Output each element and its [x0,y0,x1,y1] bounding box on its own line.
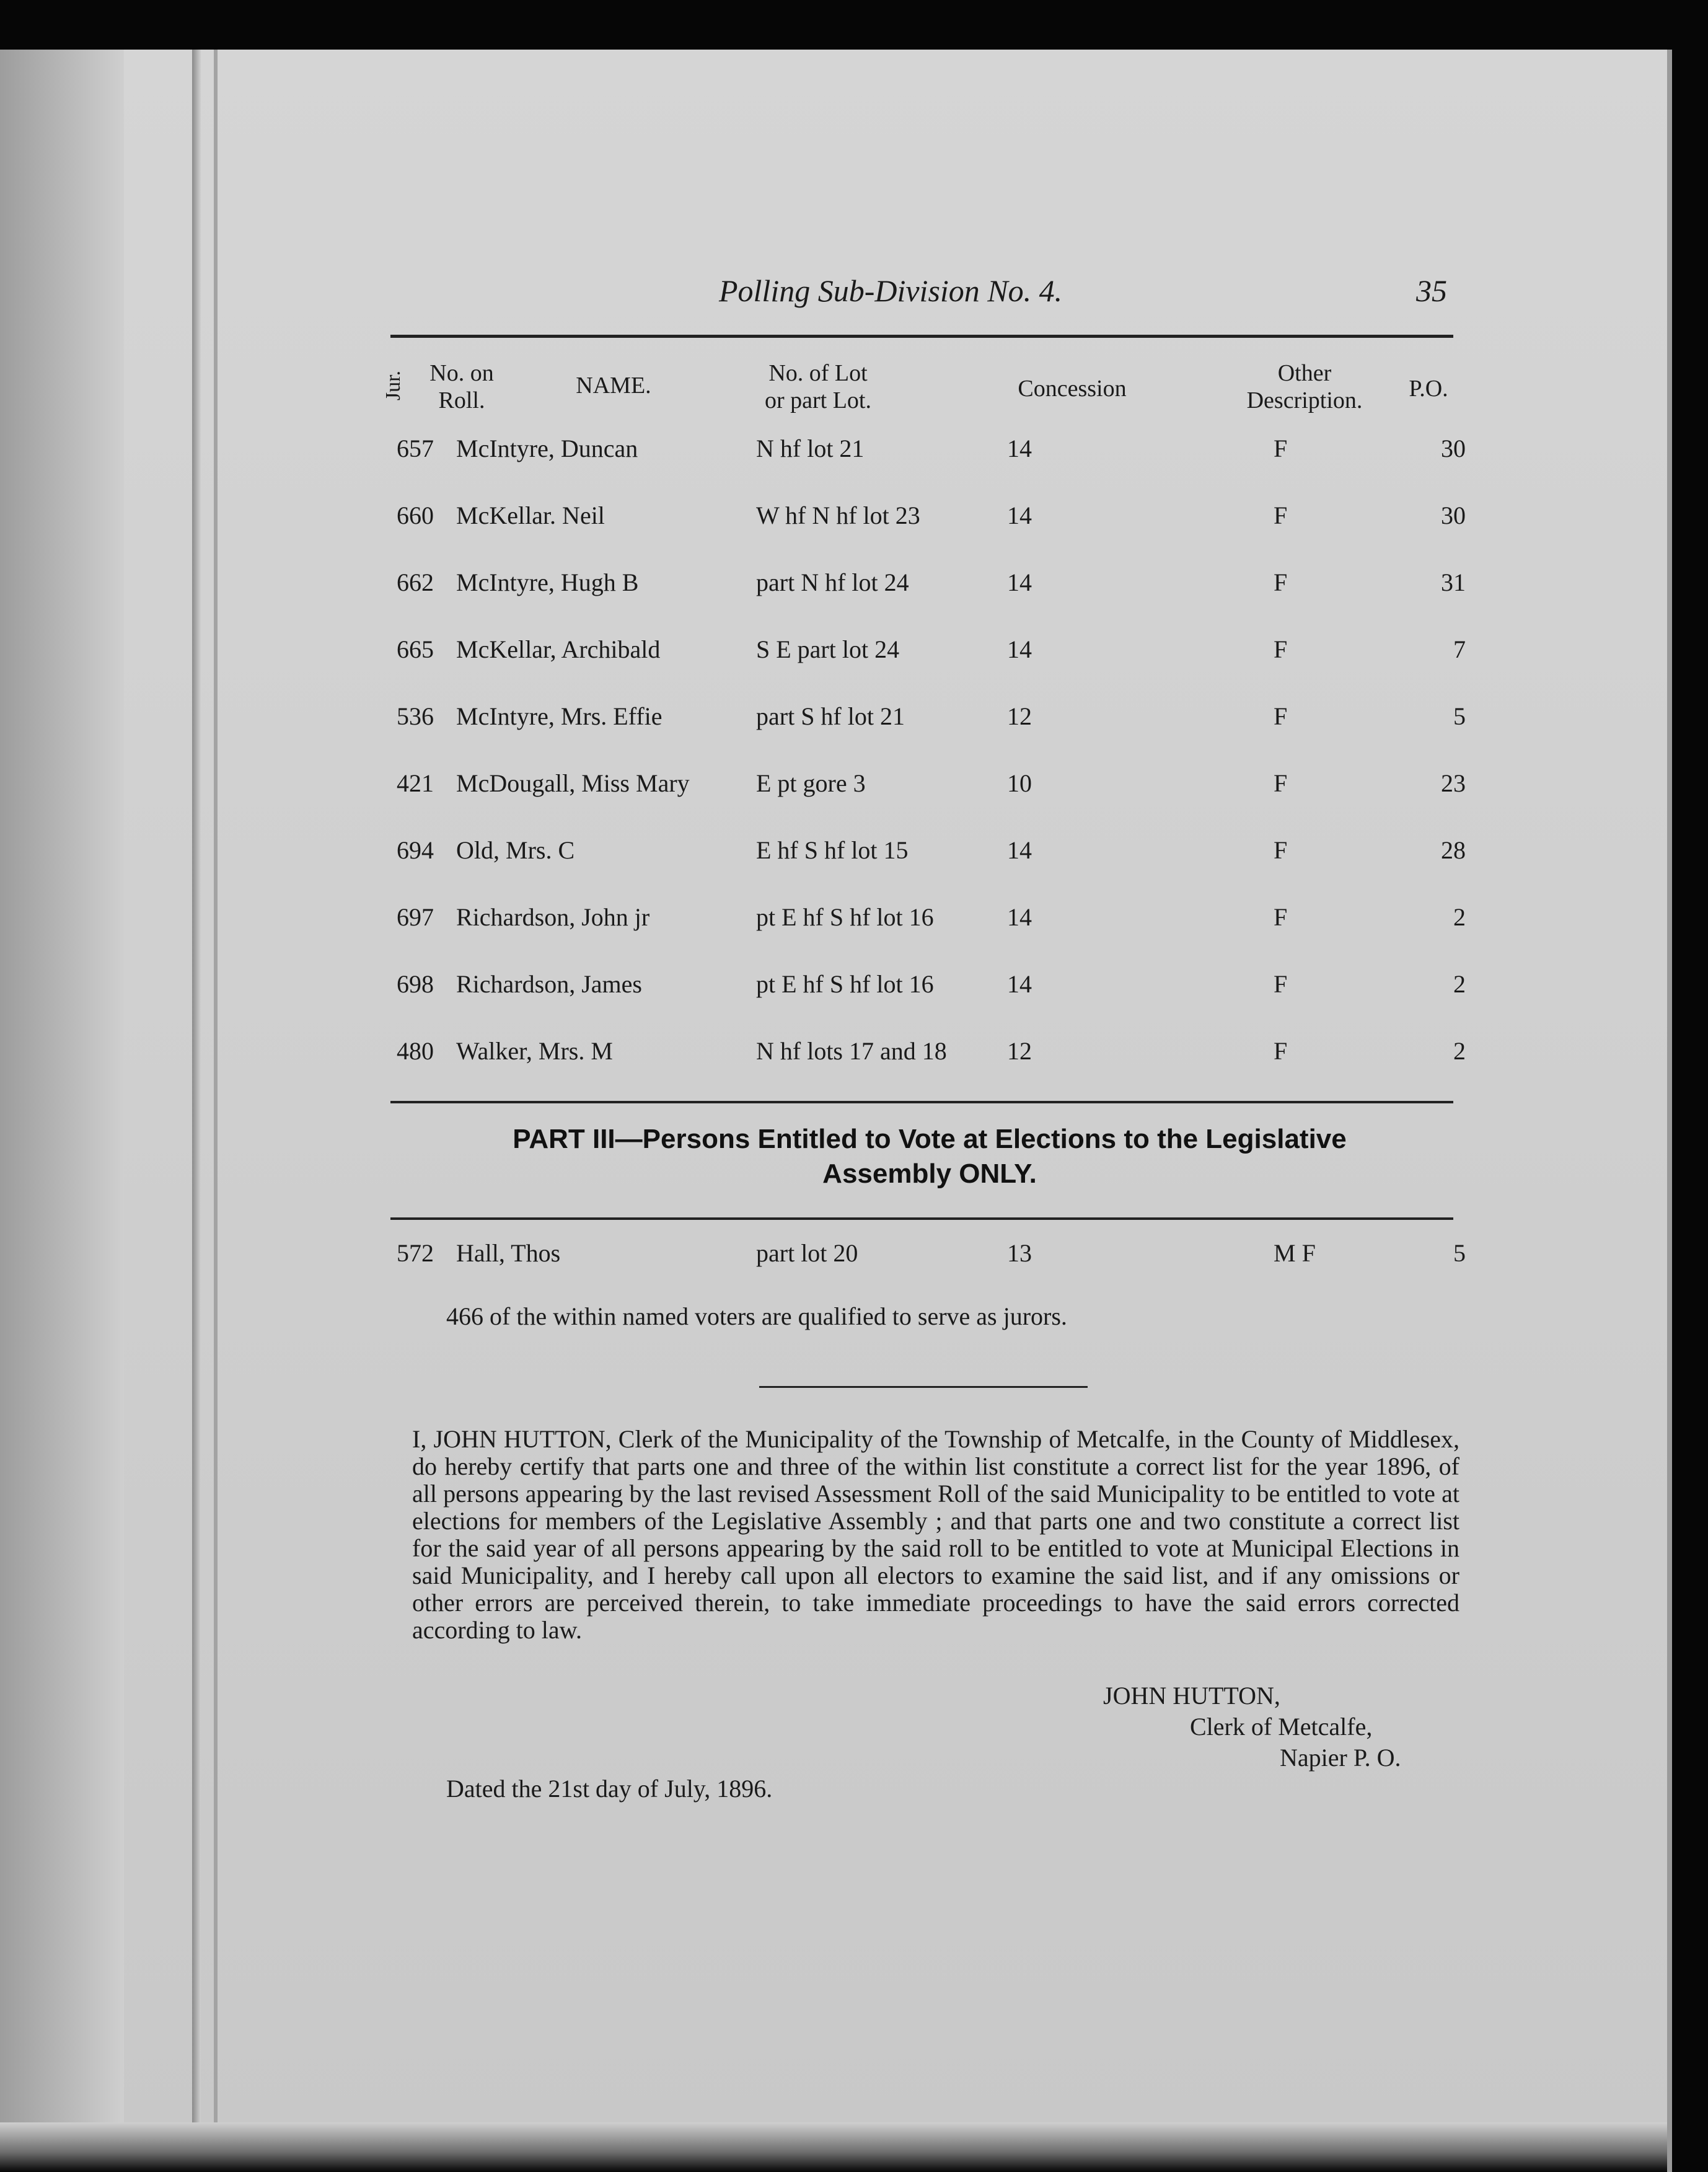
section-rule-bottom [390,1217,1453,1220]
description: F [1274,970,1288,998]
roll-number: 662 [397,568,434,596]
roll-number: 697 [397,903,434,931]
description: F [1274,1037,1288,1065]
post-office: 7 [1453,635,1466,663]
roll-number: 536 [397,702,434,730]
lot: W hf N hf lot 23 [756,501,920,529]
concession: 14 [1007,501,1032,529]
concession: 14 [1007,903,1032,931]
certificate-text: I, JOHN HUTTON, Clerk of the Municipality of the Township of Metcalfe, in the County of Middlesex, do hereby certify that parts one and three of the within list constitute a correct list for the year 1896, of all persons appearing by the last revised Assessment Roll of the said Municipality to be entitled to vote at elections for members of the Legislative Assembly ; and that parts one and two constitute a correct list for the said year of all persons appearing by the said roll to be entitled to vote at Municipal Elections in said Municipality, and I hereby call upon all electors to examine the said list, and if any omissions or other errors are perceived therein, to take immediate proceedings to have the said errors corrected according to law. [412,1425,1459,1644]
roll-number: 694 [397,836,434,864]
voter-name: McKellar, Archibald [456,635,661,663]
col-lot-line1: No. of Lot [768,360,868,386]
description: F [1274,903,1288,931]
lot: pt E hf S hf lot 16 [756,903,934,931]
table-row [397,836,1466,873]
concession: 12 [1007,1037,1032,1065]
post-office: 5 [1453,702,1466,730]
roll-number: 480 [397,1037,434,1065]
description: F [1274,501,1288,529]
part3-title-line1: PART III—Persons Entitled to Vote at Elections to the Legislative [513,1124,1347,1154]
lot: part lot 20 [756,1239,858,1267]
voter-name: McIntyre, Duncan [456,435,638,462]
page-bottom-edge [0,2122,1667,2172]
part3-title [434,1122,1425,1191]
post-office: 30 [1441,501,1466,529]
col-name: NAME. [576,373,651,399]
roll-number: 698 [397,970,434,998]
col-po: P.O. [1409,376,1448,402]
jurors-note: 466 of the within named voters are qualified to serve as jurors. [446,1302,1067,1330]
lot: S E part lot 24 [756,635,900,663]
divider-short [759,1386,1088,1388]
col-desc-line2: Description. [1246,387,1363,413]
roll-number: 421 [397,769,434,797]
voter-name: Richardson, James [456,970,642,998]
voter-name: Richardson, John jr [456,903,650,931]
col-roll [421,360,502,414]
post-office: 2 [1453,970,1466,998]
table-row [397,903,1466,940]
description: F [1274,769,1288,797]
description: F [1274,635,1288,663]
concession: 14 [1007,836,1032,864]
running-head: Polling Sub-Division No. 4. [719,273,1063,308]
col-jur: Jur. [382,370,405,401]
description: F [1274,568,1288,596]
description: F [1274,435,1288,462]
voter-name: Old, Mrs. C [456,836,575,864]
col-description [1215,360,1394,414]
col-desc-line1: Other [1277,360,1332,386]
col-lot [737,360,899,414]
roll-number: 572 [397,1239,434,1267]
concession: 14 [1007,635,1032,663]
roll-number: 657 [397,435,434,462]
concession: 14 [1007,970,1032,998]
header-rule [390,335,1453,338]
lot: N hf lots 17 and 18 [756,1037,947,1065]
lot: E pt gore 3 [756,769,866,797]
table-row [397,568,1466,605]
post-office: 2 [1453,903,1466,931]
voter-name: Hall, Thos [456,1239,561,1267]
page-fold [192,50,201,2172]
voter-name: McIntyre, Mrs. Effie [456,702,663,730]
col-concession: Concession [1018,376,1127,402]
table-row [397,1238,1466,1276]
concession: 14 [1007,435,1032,462]
voter-name: McIntyre, Hugh B [456,568,639,596]
description: M F [1274,1239,1316,1267]
lot: pt E hf S hf lot 16 [756,970,934,998]
signature-title: Clerk of Metcalfe, [1190,1713,1373,1741]
concession: 12 [1007,702,1032,730]
signature-name: JOHN HUTTON, [1103,1682,1280,1710]
post-office: 31 [1441,568,1466,596]
description: F [1274,702,1288,730]
table-row [397,1036,1466,1074]
voter-name: Walker, Mrs. M [456,1037,613,1065]
concession: 14 [1007,568,1032,596]
lot: E hf S hf lot 15 [756,836,909,864]
voter-name: McDougall, Miss Mary [456,769,690,797]
table-row [397,702,1466,739]
post-office: 2 [1453,1037,1466,1065]
post-office: 28 [1441,836,1466,864]
signature-address: Napier P. O. [1280,1744,1401,1772]
table-row [397,434,1466,471]
table-row [397,969,1466,1007]
post-office: 23 [1441,769,1466,797]
lot: part N hf lot 24 [756,568,909,596]
concession: 13 [1007,1239,1032,1267]
voter-name: McKellar. Neil [456,501,605,529]
post-office: 30 [1441,435,1466,462]
table-row [397,501,1466,538]
col-lot-line2: or part Lot. [764,387,871,413]
roll-number: 665 [397,635,434,663]
part3-title-line2: Assembly ONLY. [822,1159,1037,1189]
section-rule-top [390,1101,1453,1103]
col-roll-line1: No. on [429,360,494,386]
lot: N hf lot 21 [756,435,865,462]
description: F [1274,836,1288,864]
concession: 10 [1007,769,1032,797]
page-number: 35 [1416,273,1447,308]
table-row [397,769,1466,806]
post-office: 5 [1453,1239,1466,1267]
page-edge-shadow [0,50,124,2172]
page-fold-line [214,50,218,2172]
lot: part S hf lot 21 [756,702,905,730]
table-row [397,635,1466,672]
col-roll-line2: Roll. [438,387,485,413]
roll-number: 660 [397,501,434,529]
date-line: Dated the 21st day of July, 1896. [446,1775,773,1803]
